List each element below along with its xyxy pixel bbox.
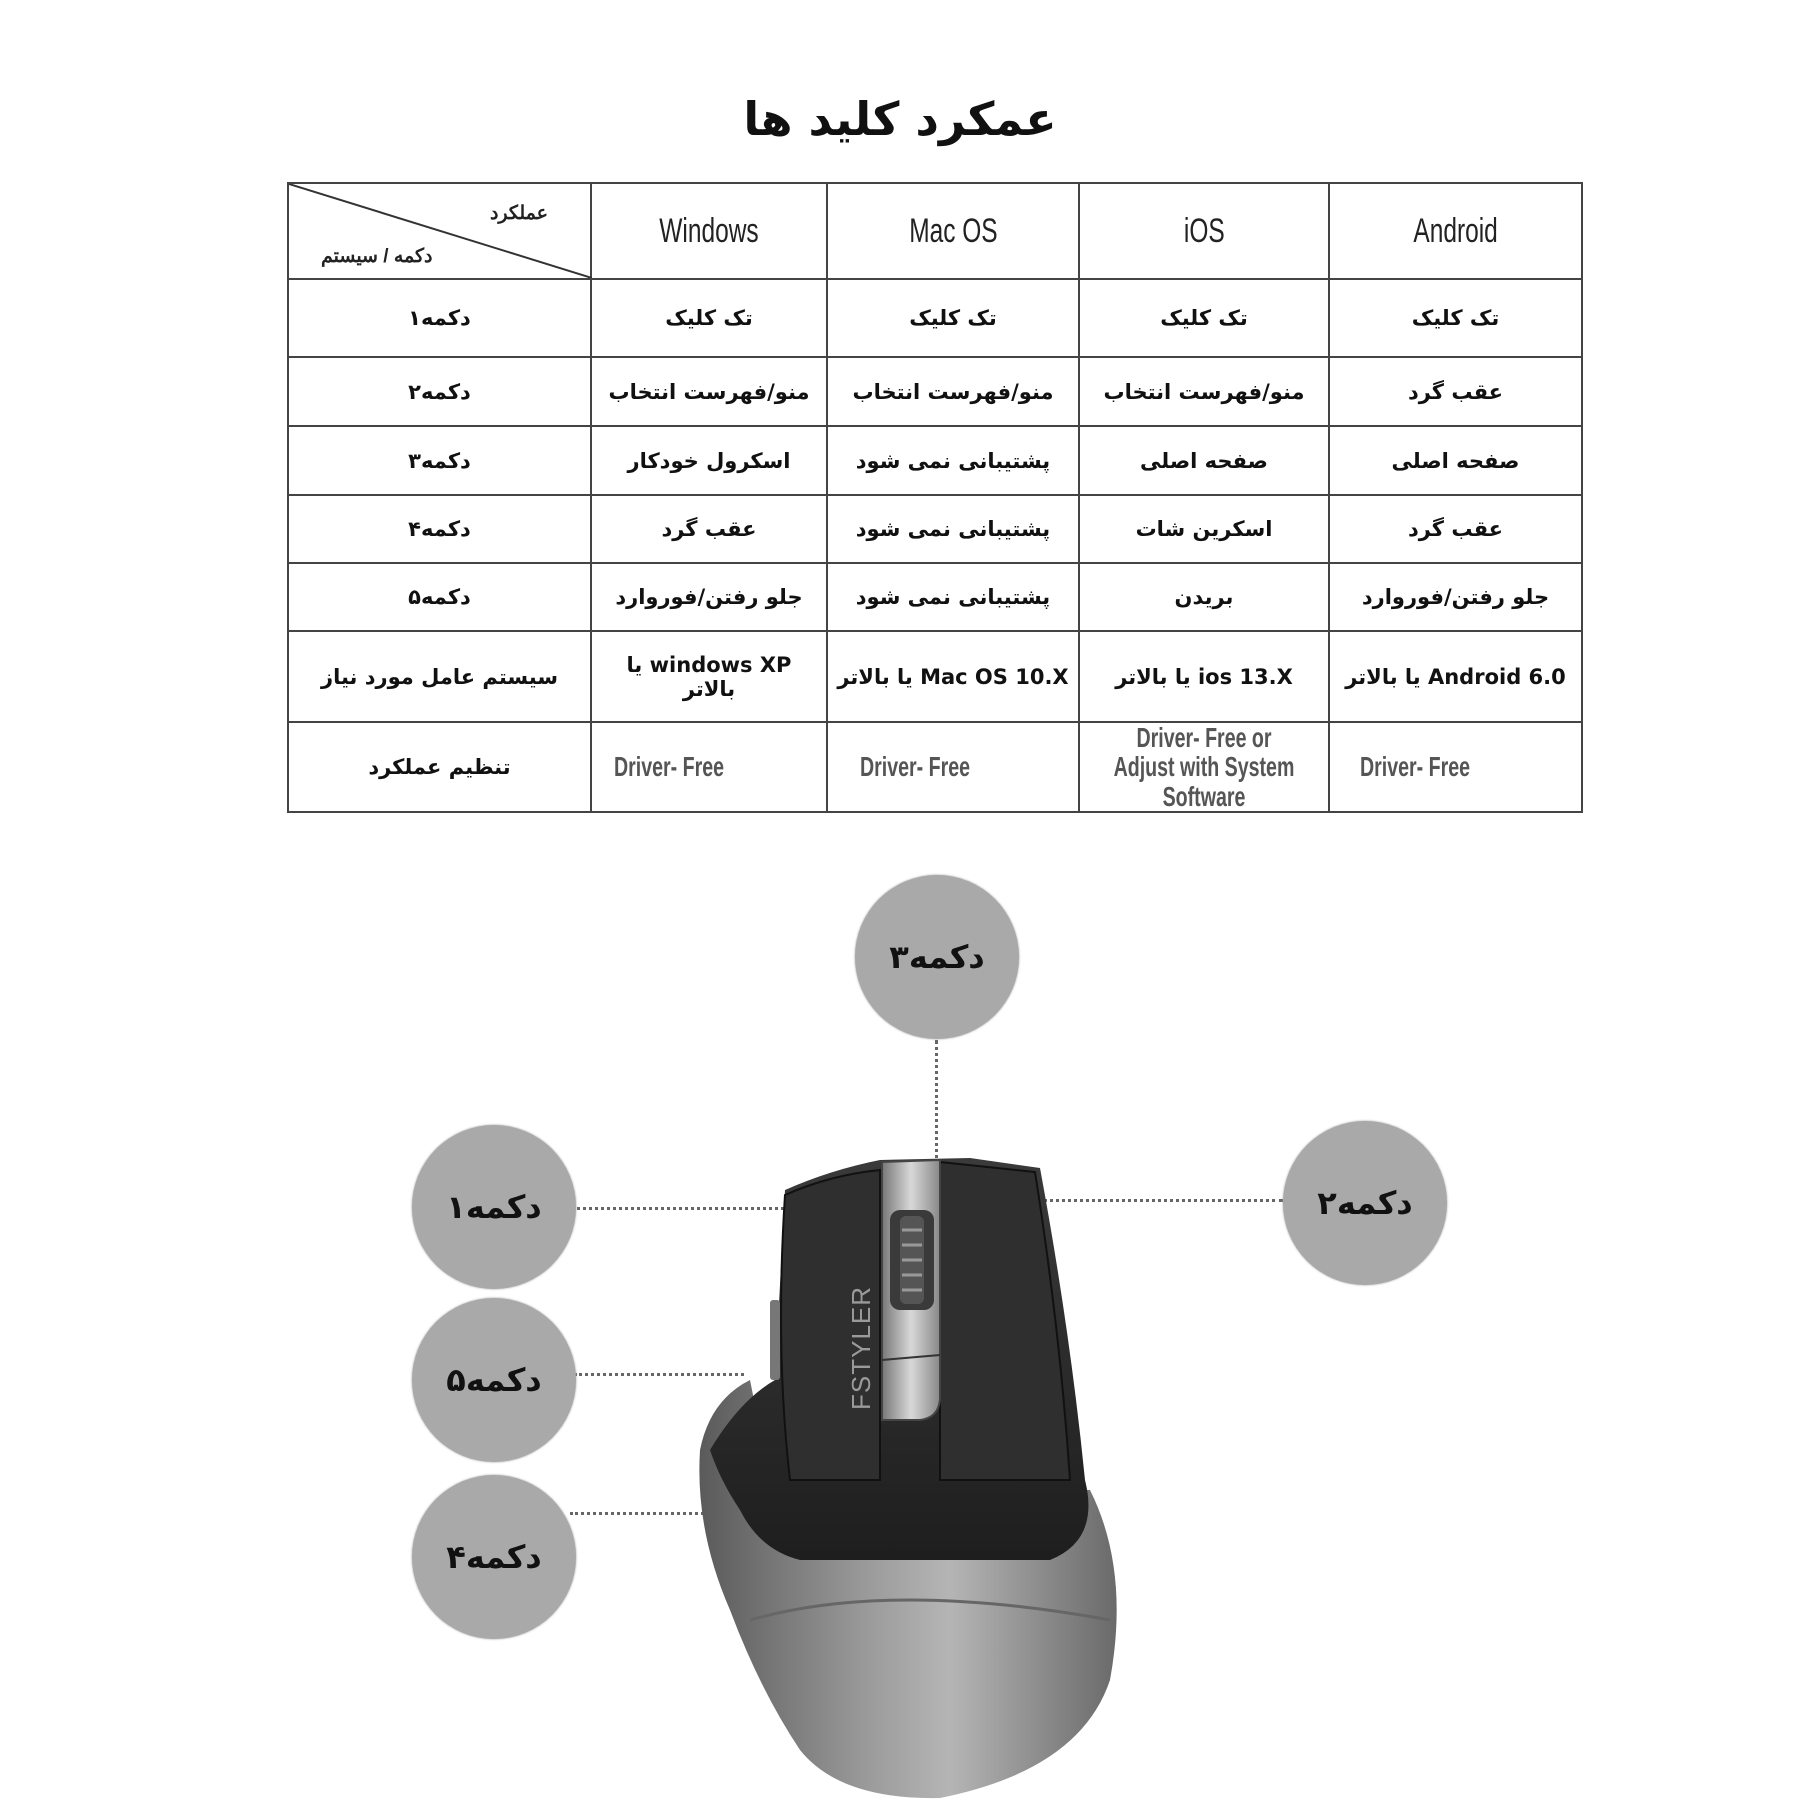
- callout-button-1: دکمه۱: [412, 1125, 576, 1289]
- table-cell: صفحه اصلی: [1329, 426, 1582, 495]
- table-cell: تک کلیک: [591, 279, 827, 357]
- mouse-image: [690, 1150, 1130, 1800]
- page-title: عمکرد کلید ها: [743, 92, 1057, 146]
- table-cell: ios 13.X یا بالاتر: [1079, 631, 1329, 722]
- table-cell: منو/فهرست انتخاب: [1079, 357, 1329, 426]
- table-cell: تک کلیک: [1329, 279, 1582, 357]
- table-cell: Mac OS 10.X یا بالاتر: [827, 631, 1079, 722]
- table-cell: پشتیبانی نمی شود: [827, 426, 1079, 495]
- corner-label-function: عملکرد: [489, 203, 548, 224]
- side-button-5: [770, 1300, 780, 1380]
- table-row: [288, 426, 1582, 495]
- table-cell: Driver- Free or Adjust with System Software: [1079, 722, 1329, 812]
- table-row-os-requirement: [288, 631, 1582, 722]
- table-cell: بریدن: [1079, 563, 1329, 631]
- callout-button-3: دکمه۳: [855, 875, 1019, 1039]
- row-label: تنظیم عملکرد: [288, 722, 591, 812]
- table-cell: Driver- Free: [827, 722, 1079, 812]
- row-label: دکمه۵: [288, 563, 591, 631]
- table-cell: صفحه اصلی: [1079, 426, 1329, 495]
- table-cell: عقب گرد: [591, 495, 827, 563]
- table-cell: Driver- Free: [1329, 722, 1582, 812]
- table-cell: پشتیبانی نمی شود: [827, 563, 1079, 631]
- table-cell: اسکرین شات: [1079, 495, 1329, 563]
- column-header-windows: Windows: [591, 183, 827, 279]
- table-cell: اسکرول خودکار: [591, 426, 827, 495]
- table-cell: منو/فهرست انتخاب: [591, 357, 827, 426]
- column-header-android: Android: [1329, 183, 1582, 279]
- table-header-row: [288, 183, 1582, 279]
- row-label: دکمه۱: [288, 279, 591, 357]
- table-cell: تک کلیک: [827, 279, 1079, 357]
- table-cell: جلو رفتن/فوروارد: [591, 563, 827, 631]
- table-row: [288, 279, 1582, 357]
- table-row-configuration: [288, 722, 1582, 812]
- callout-button-5: دکمه۵: [412, 1298, 576, 1462]
- column-header-macos: Mac OS: [827, 183, 1079, 279]
- table-cell: پشتیبانی نمی شود: [827, 495, 1079, 563]
- table-cell: منو/فهرست انتخاب: [827, 357, 1079, 426]
- key-function-table: [287, 182, 1583, 813]
- row-label: دکمه۴: [288, 495, 591, 563]
- brand-logo: FSTYLER: [846, 1285, 876, 1410]
- table-cell: جلو رفتن/فوروارد: [1329, 563, 1582, 631]
- callout-button-2: دکمه۲: [1283, 1121, 1447, 1285]
- column-header-ios: iOS: [1079, 183, 1329, 279]
- row-label: سیستم عامل مورد نیاز: [288, 631, 591, 722]
- corner-label-button-system: دکمه / سیستم: [321, 246, 433, 267]
- table-row: [288, 357, 1582, 426]
- row-label: دکمه۳: [288, 426, 591, 495]
- table-row: [288, 563, 1582, 631]
- scroll-wheel-icon: [900, 1216, 924, 1304]
- table-cell: تک کلیک: [1079, 279, 1329, 357]
- table-cell: windows XP یا بالاتر: [591, 631, 827, 722]
- row-label: دکمه۲: [288, 357, 591, 426]
- table-cell: عقب گرد: [1329, 357, 1582, 426]
- callout-button-4: دکمه۴: [412, 1475, 576, 1639]
- table-cell: Driver- Free: [591, 722, 827, 812]
- corner-cell: [288, 183, 591, 279]
- table-cell: Android 6.0 یا بالاتر: [1329, 631, 1582, 722]
- table-cell: عقب گرد: [1329, 495, 1582, 563]
- table-row: [288, 495, 1582, 563]
